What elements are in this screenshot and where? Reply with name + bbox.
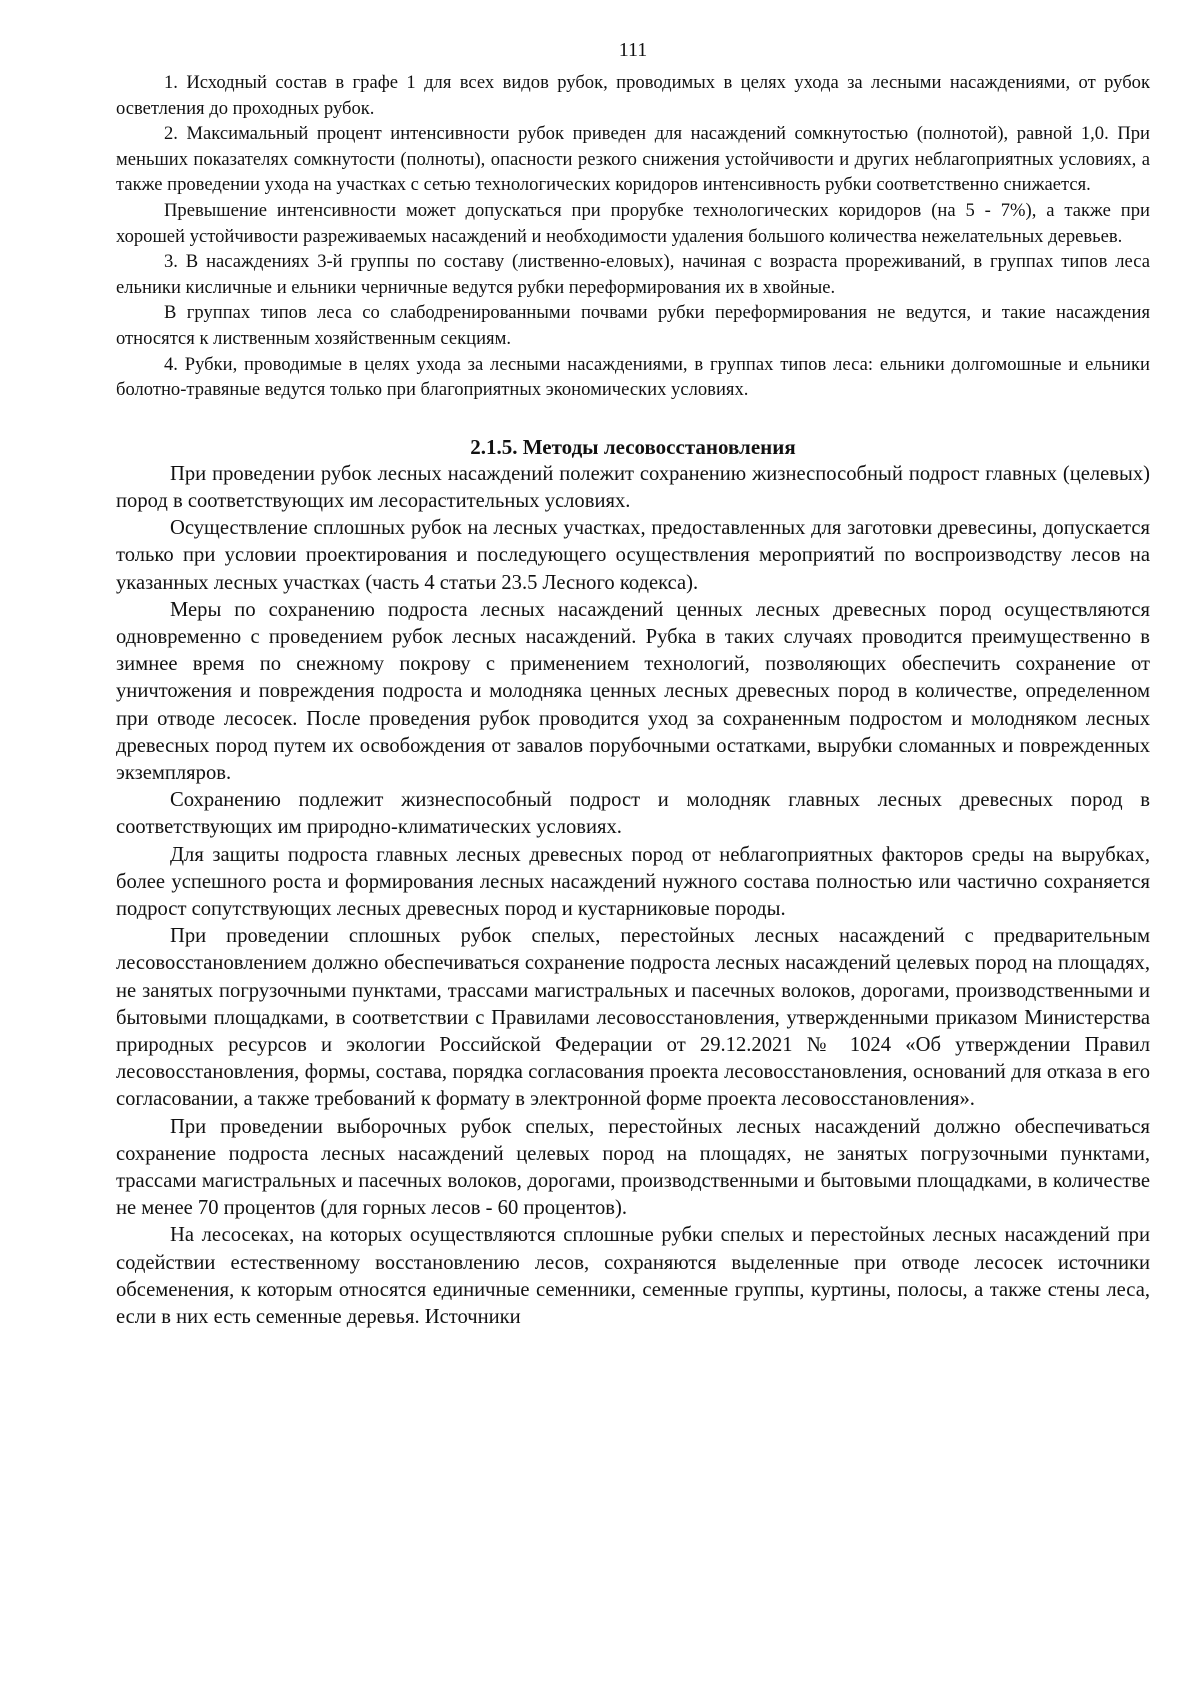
note-paragraph: 3. В насаждениях 3-й группы по составу (лиственно-еловых), начиная с возраста прореживаний, в группах типов леса ельники кисличные и ельники черничные ведутся рубки переформирования их в хвойные. — [116, 251, 1150, 298]
body-paragraph: При проведении выборочных рубок спелых, перестойных лесных насаждений должно обеспечиваться сохранение подроста лесных насаждений целевых пород на площадях, не занятых погрузочными пунктами, трассами магистральных и пасечных волоков, дорогами, производственными и бытовыми площадками, в количестве не менее 70 процентов (для горных лесов - 60 процентов). — [116, 1115, 1150, 1220]
body-paragraph: Для защиты подроста главных лесных древесных пород от неблагоприятных факторов среды на вырубках, более успешного роста и формирования лесных насаждений нужного состава полностью или частично сохраняется подрост сопутствующих лесных древесных пород и кустарниковые породы. — [116, 843, 1150, 920]
note-paragraph: Превышение интенсивности может допускаться при прорубке технологических коридоров (на 5 - 7%), а также при хорошей устойчивости разреживаемых насаждений и необходимости удаления большого количества нежелательных деревьев. — [116, 199, 1150, 247]
section-heading: 2.1.5. Методы лесовосстановления — [470, 434, 796, 459]
notes-block — [116, 70, 1150, 403]
body-paragraph: На лесосеках, на которых осуществляются сплошные рубки спелых и перестойных лесных насаждений при содействии естественному восстановлению лесов, сохраняются выделенные при отводе лесосек источники обсеменения, к которым относятся единичные семенники, семенные группы, куртины, полосы, а также стены леса, если в них есть семенные деревья. Источники — [116, 1224, 1150, 1329]
body-paragraph: Осуществление сплошных рубок на лесных участках, предоставленных для заготовки древесины, допускается только при условии проектирования и последующего осуществления мероприятий по воспроизводству лесов на указанных лесных участках (часть 4 статьи 23.5 Лесного кодекса). — [116, 517, 1150, 594]
body-paragraph: При проведении рубок лесных насаждений полежит сохранению жизнеспособный подрост главных (целевых) пород в соответствующих им лесорастительных условиях. — [116, 462, 1150, 512]
body-paragraph: Меры по сохранению подроста лесных насаждений ценных лесных древесных пород осуществляются одновременно с проведением рубок лесных насаждений. Рубка в таких случаях проводится преимущественно в зимнее время по снежному покрову с применением технологий, позволяющих обеспечить сохранение от уничтожения и повреждения подроста и молодняка ценных лесных древесных пород в количестве, определенном при отводе лесосек. После проведения рубок проводится уход за сохраненным подростом и молодняком лесных древесных пород путем их освобождения от завалов порубочными остатками, вырубки сломанных и поврежденных экземпляров. — [116, 598, 1150, 784]
page-number: 111 — [618, 39, 648, 61]
note-paragraph: 1. Исходный состав в графе 1 для всех видов рубок, проводимых в целях ухода за лесными насаждениями, от рубок осветления до проходных рубок. — [116, 72, 1150, 119]
note-paragraph: 4. Рубки, проводимые в целях ухода за лесными насаждениями, в группах типов леса: ельники долгомошные и ельники болотно-травяные ведутся только при благоприятных экономических условиях. — [116, 353, 1150, 401]
note-paragraph: 2. Максимальный процент интенсивности рубок приведен для насаждений сомкнутостью (полнотой), равной 1,0. При меньших показателях сомкнутости (полноты), опасности резкого снижения устойчивости и других неблагоприятных условиях, а также проведении ухода на участках с сетью технологических коридоров интенсивность рубки соответственно снижается. — [116, 123, 1150, 196]
section-body — [116, 461, 1150, 1332]
body-paragraph: Сохранению подлежит жизнеспособный подрост и молодняк главных лесных древесных пород в соответствующих им природно-климатических условиях. — [116, 789, 1150, 839]
note-paragraph: В группах типов леса со слабодренированными почвами рубки переформирования не ведутся, и такие насаждения относятся к лиственным хозяйственным секциям. — [116, 302, 1150, 349]
document-page — [116, 38, 1150, 1331]
body-paragraph: При проведении сплошных рубок спелых, перестойных лесных насаждений с предварительным лесовосстановлением должно обеспечиваться сохранение подроста лесных насаждений целевых пород на площадях, не занятых погрузочными пунктами, трассами магистральных и пасечных волоков, дорогами, производственными и бытовыми площадками, в соответствии с Правилами лесовосстановления, утвержденными приказом Министерства природных ресурсов и экологии Российской Федерации от 29.12.2021 № 1024 «Об утверждении Правил лесовосстановления, формы, состава, порядка согласования проекта лесовосстановления, оснований для отказа в его согласовании, а также требований к формату в электронной форме проекта лесовосстановления». — [116, 925, 1150, 1111]
